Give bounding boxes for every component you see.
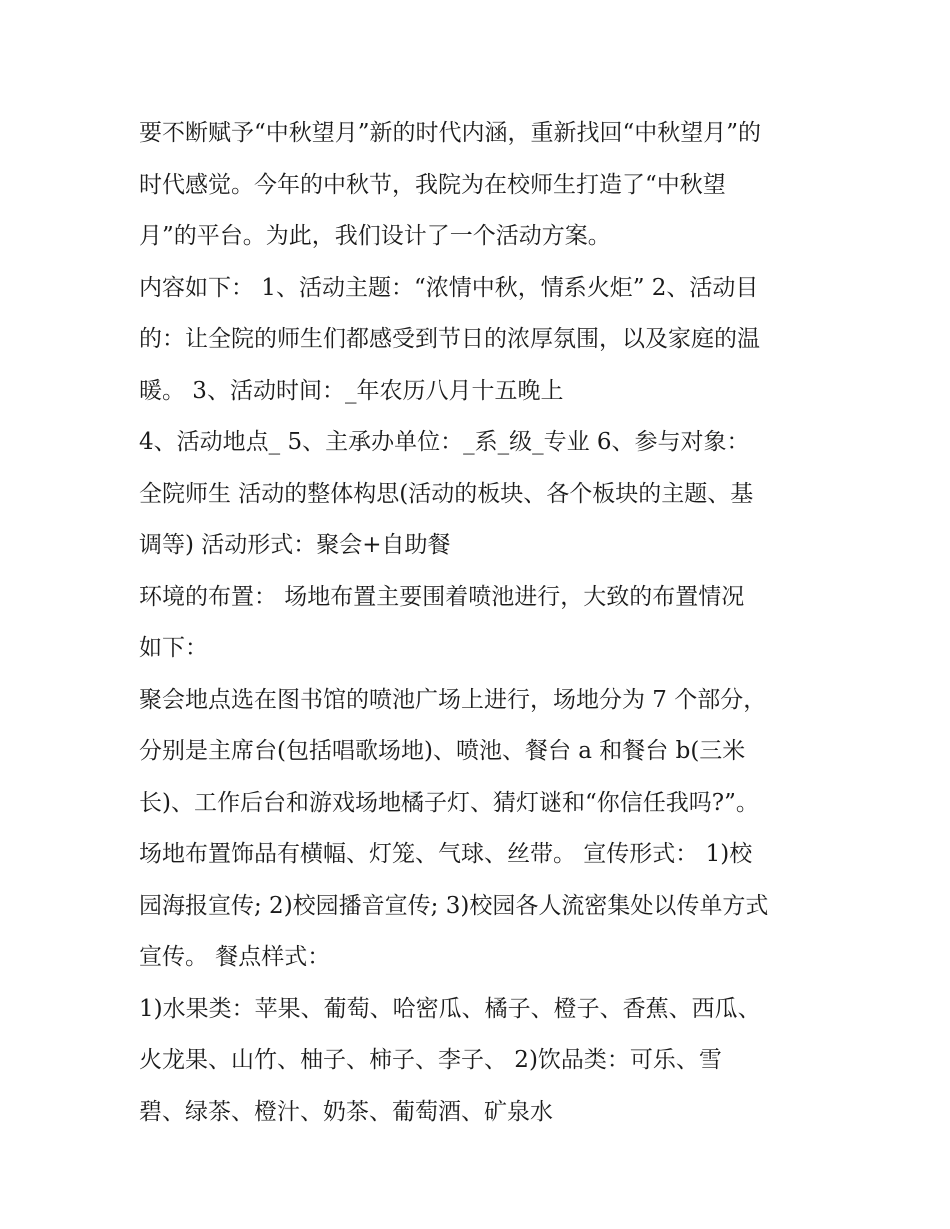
text-line: 的：让全院的师生们都感受到节日的浓厚氛围，以及家庭的温 xyxy=(139,326,760,352)
text-line: 长)、工作后台和游戏场地橘子灯、猜灯谜和“你信任我吗?”。 xyxy=(139,789,759,816)
text-line: 4、活动地点_ 5、主承办单位：_系_级_专业 6、参与对象： xyxy=(139,429,750,455)
text-line: 分别是主席台(包括唱歌场地)、喷池、餐台 a 和餐台 b(三米 xyxy=(139,738,746,764)
text-line: 场地布置饰品有横幅、灯笼、气球、丝带。 宣传形式： 1)校 xyxy=(139,841,753,867)
text-line: 内容如下： 1、活动主题：“浓情中秋，情系火炬” 2、活动目 xyxy=(139,274,759,301)
text-line: 时代感觉。今年的中秋节，我院为在校师生打造了“中秋望 xyxy=(139,171,726,198)
text-line: 暖。 3、活动时间：_年农历八月十五晚上 xyxy=(139,377,564,404)
text-line: 火龙果、山竹、柚子、柿子、李子、 2)饮品类：可乐、雪 xyxy=(139,1047,722,1073)
text-line: 碧、绿茶、橙汁、奶茶、葡萄酒、矿泉水 xyxy=(139,1098,553,1125)
text-line: 调等) 活动形式：聚会+自助餐 xyxy=(139,532,451,558)
text-line: 月”的平台。为此，我们设计了一个活动方案。 xyxy=(139,223,611,249)
text-line: 宣传。 餐点样式： xyxy=(139,944,331,970)
text-line: 如下： xyxy=(139,635,208,661)
text-line: 聚会地点选在图书馆的喷池广场上进行，场地分为 7 个部分， xyxy=(139,686,767,713)
text-line: 园海报宣传; 2)校园播音宣传; 3)校园各人流密集处以传单方式 xyxy=(139,892,769,919)
text-line: 1)水果类：苹果、葡萄、哈密瓜、橘子、橙子、香蕉、西瓜、 xyxy=(139,995,761,1022)
text-line: 全院师生 活动的整体构思(活动的板块、各个板块的主题、基 xyxy=(139,480,754,507)
text-line: 要不断赋予“中秋望月”新的时代内涵，重新找回“中秋望月”的 xyxy=(139,120,762,146)
body-text xyxy=(139,108,839,1138)
text-line: 环境的布置： 场地布置主要围着喷池进行，大致的布置情况 xyxy=(139,583,745,610)
